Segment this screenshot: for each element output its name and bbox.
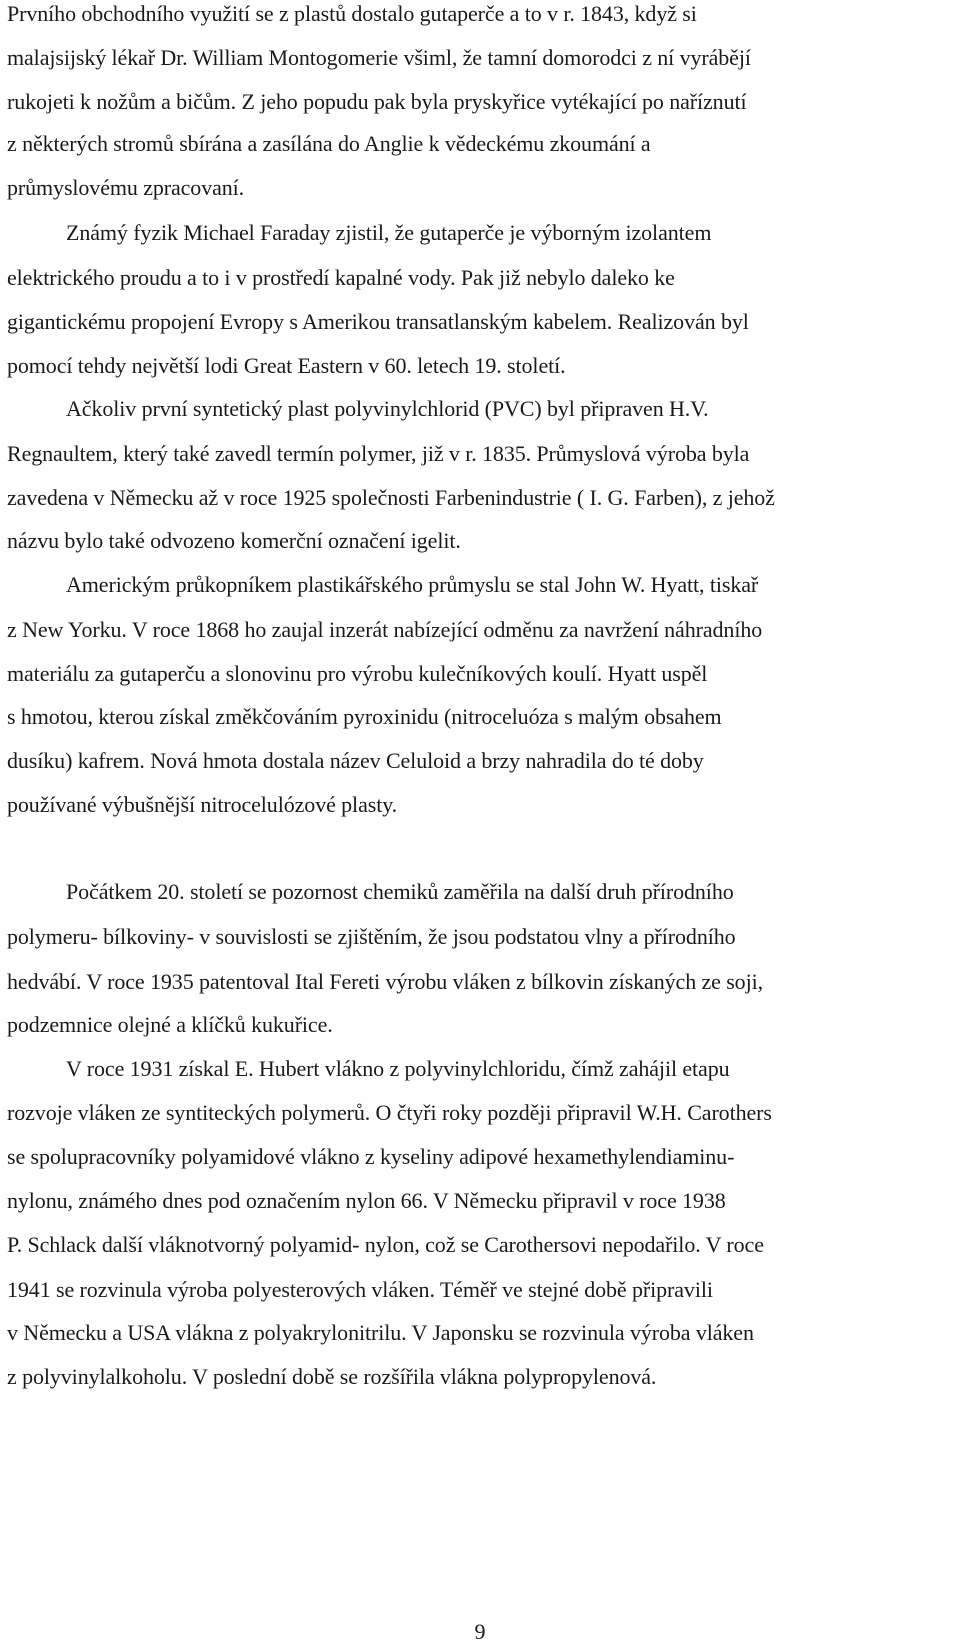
text-line: z polyvinylalkoholu. V poslední době se rozšířila vlákna polypropylenová. <box>7 1364 657 1389</box>
text-line: z New Yorku. V roce 1868 ho zaujal inzerát nabízející odměnu za navržení náhradního <box>7 617 763 642</box>
text-line: hedvábí. V roce 1935 patentoval Ital Fereti výrobu vláken z bílkovin získaných ze soji, <box>7 969 764 994</box>
paragraph-first-line: Americkým průkopníkem plastikářského průmyslu se stal John W. Hyatt, tiskař <box>66 572 759 597</box>
text-line: se spolupracovníky polyamidové vlákno z kyseliny adipové hexamethylendiaminu- <box>7 1144 735 1169</box>
paragraph-first-line: Známý fyzik Michael Faraday zjistil, že gutaperče je výborným izolantem <box>66 220 712 245</box>
paragraph-first-line: Počátkem 20. století se pozornost chemiků zaměřila na další druh přírodního <box>66 879 734 904</box>
text-line: P. Schlack další vláknotvorný polyamid- nylon, což se Carothersovi nepodařilo. V roce <box>7 1232 764 1257</box>
text-line: Regnaultem, který také zavedl termín polymer, již v r. 1835. Průmyslová výroba byla <box>7 441 750 466</box>
text-line: gigantickému propojení Evropy s Amerikou transatlanským kabelem. Realizován byl <box>7 309 749 334</box>
text-line: průmyslovému zpracovaní. <box>7 175 245 200</box>
text-line: dusíku) kafrem. Nová hmota dostala název Celuloid a brzy nahradila do té doby <box>7 748 704 773</box>
text-line: z některých stromů sbírána a zasílána do Anglie k vědeckému zkoumání a <box>7 131 651 156</box>
text-line: malajsijský lékař Dr. William Montogomerie všiml, že tamní domorodci z ní vyrábějí <box>7 45 751 70</box>
text-line: názvu bylo také odvozeno komerční označení igelit. <box>7 528 461 553</box>
text-line: v Německu a USA vlákna z polyakrylonitrilu. V Japonsku se rozvinula výroba vláken <box>7 1320 754 1345</box>
paragraph-first-line: V roce 1931 získal E. Hubert vlákno z polyvinylchloridu, čímž zahájil etapu <box>66 1056 730 1081</box>
text-line: rozvoje vláken ze syntiteckých polymerů. O čtyři roky později připravil W.H. Carothers <box>7 1100 772 1125</box>
text-line: s hmotou, kterou získal změkčováním pyroxinidu (nitroceluóza s malým obsahem <box>7 704 722 729</box>
page-number: 9 <box>474 1619 486 1644</box>
text-line: materiálu za gutaperču a slonovinu pro výrobu kulečníkových koulí. Hyatt uspěl <box>7 661 708 686</box>
text-line: elektrického proudu a to i v prostředí kapalné vody. Pak již nebylo daleko ke <box>7 265 675 290</box>
text-line: pomocí tehdy největší lodi Great Eastern v 60. letech 19. století. <box>7 353 566 378</box>
text-line: nylonu, známého dnes pod označením nylon 66. V Německu připravil v roce 1938 <box>7 1188 726 1213</box>
text-line: zavedena v Německu až v roce 1925 společnosti Farbenindustrie ( I. G. Farben), z jehož <box>7 485 775 510</box>
text-line: polymeru- bílkoviny- v souvislosti se zjištěním, že jsou podstatou vlny a přírodního <box>7 924 736 949</box>
text-line: 1941 se rozvinula výroba polyesterových vláken. Téměř ve stejné době připravili <box>7 1277 713 1302</box>
text-line: podzemnice olejné a klíčků kukuřice. <box>7 1012 333 1037</box>
paragraph-first-line: Ačkoliv první syntetický plast polyvinylchlorid (PVC) byl připraven H.V. <box>66 396 709 421</box>
text-line: Prvního obchodního využití se z plastů dostalo gutaperče a to v r. 1843, když si <box>7 1 697 26</box>
text-line: rukojeti k nožům a bičům. Z jeho popudu pak byla pryskyřice vytékající po naříznutí <box>7 89 747 114</box>
text-line: používané výbušnější nitrocelulózové plasty. <box>7 792 398 817</box>
